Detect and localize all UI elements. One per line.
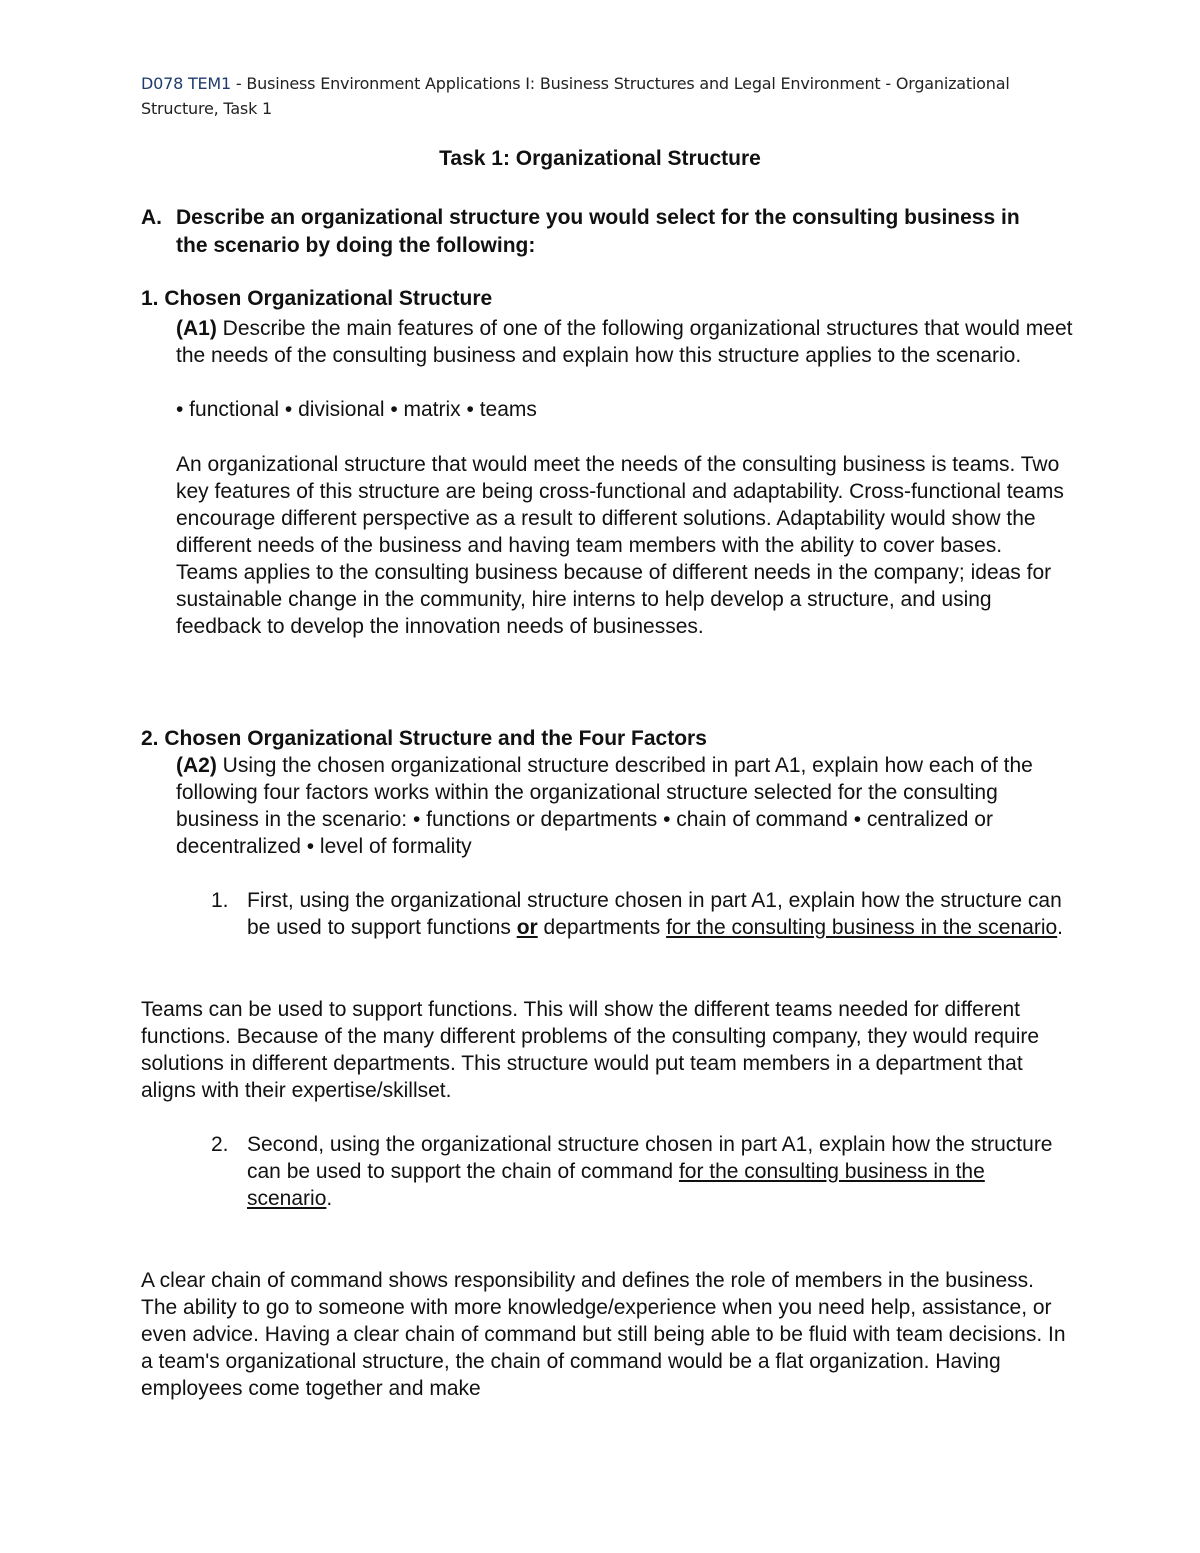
part2-prompt-text: Using the chosen organizational structure described in part A1, explain how each of the following four factors works within the organizational structure selected for the consulting business in the scenario: • functions or departments • chain of command • centralized or decentralized • level of formality: [176, 754, 1033, 858]
page-title: Task 1: Organizational Structure: [439, 147, 761, 170]
part1-prompt-text: Describe the main features of one of the following organizational structures that would meet the needs of the consulting business and explain how this structure applies to the scenario.: [176, 317, 1073, 367]
part2-prompt: [176, 752, 1056, 860]
section-a-text: Describe an organizational structure you would select for the consulting business in the scenario by doing the following:: [176, 206, 1020, 257]
answer-1: Teams can be used to support functions. This will show the different teams needed for different functions. Because of the many different problems of the consulting company, they would require solutions in different departments. This structure would put team members in a department that aligns with their expertise/skillset.: [141, 998, 1040, 1102]
question-1-text-b: departments: [537, 916, 667, 939]
section-a-letter: A.: [141, 206, 162, 229]
question-1-number: 1.: [211, 889, 229, 912]
header-text: - Business Environment Applications I: Business Structures and Legal Environment - Organizational Structure, Task 1: [141, 74, 1010, 118]
question-2-text-a: Second, using the organizational structure chosen in part A1, explain how the structure can be used to support the chain of command: [247, 1133, 1053, 1183]
part2-heading: 2. Chosen Organizational Structure and the Four Factors: [141, 727, 707, 750]
part1-options: • functional • divisional • matrix • teams: [176, 398, 537, 421]
question-1-end: .: [1057, 916, 1064, 939]
section-a: [141, 204, 1041, 260]
question-2-number: 2.: [211, 1133, 229, 1156]
course-code: D078 TEM1: [141, 74, 232, 93]
question-2-underline: for the consulting business in the scenario: [247, 1160, 985, 1210]
question-1: [247, 887, 1067, 941]
part1-heading: 1. Chosen Organizational Structure: [141, 287, 493, 310]
answer-2: A clear chain of command shows responsibility and defines the role of members in the business. The ability to go to someone with more knowledge/experience when you need help, assistance, or even advice. Having a clear chain of command but still being able to be fluid with team decisions. In a team's organizational structure, the chain of command would be a flat organization. Having employees come together and make: [141, 1269, 1066, 1400]
question-2-end: .: [326, 1187, 333, 1210]
document-header: [141, 71, 1061, 121]
part2-label: (A2): [176, 754, 217, 777]
question-1-text-a: First, using the organizational structure chosen in part A1, explain how the structure can be used to support functions: [247, 889, 1062, 939]
part1-answer: An organizational structure that would meet the needs of the consulting business is teams. Two key features of this structure are being cross-functional and adaptability. Cross-functional teams encourage different perspective as a result to different solutions. Adaptability would show the different needs of the business and having team members with the ability to cover bases. Teams applies to the consulting business because of different needs in the company; ideas for sustainable change in the community, hire interns to help develop a structure, and using feedback to develop the innovation needs of businesses.: [176, 453, 1064, 638]
part1-label: (A1): [176, 317, 217, 340]
question-1-underline: for the consulting business in the scenario: [666, 916, 1058, 939]
question-1-bold: or: [516, 916, 538, 939]
question-2: [247, 1131, 1067, 1212]
part1-prompt: [176, 315, 1076, 369]
